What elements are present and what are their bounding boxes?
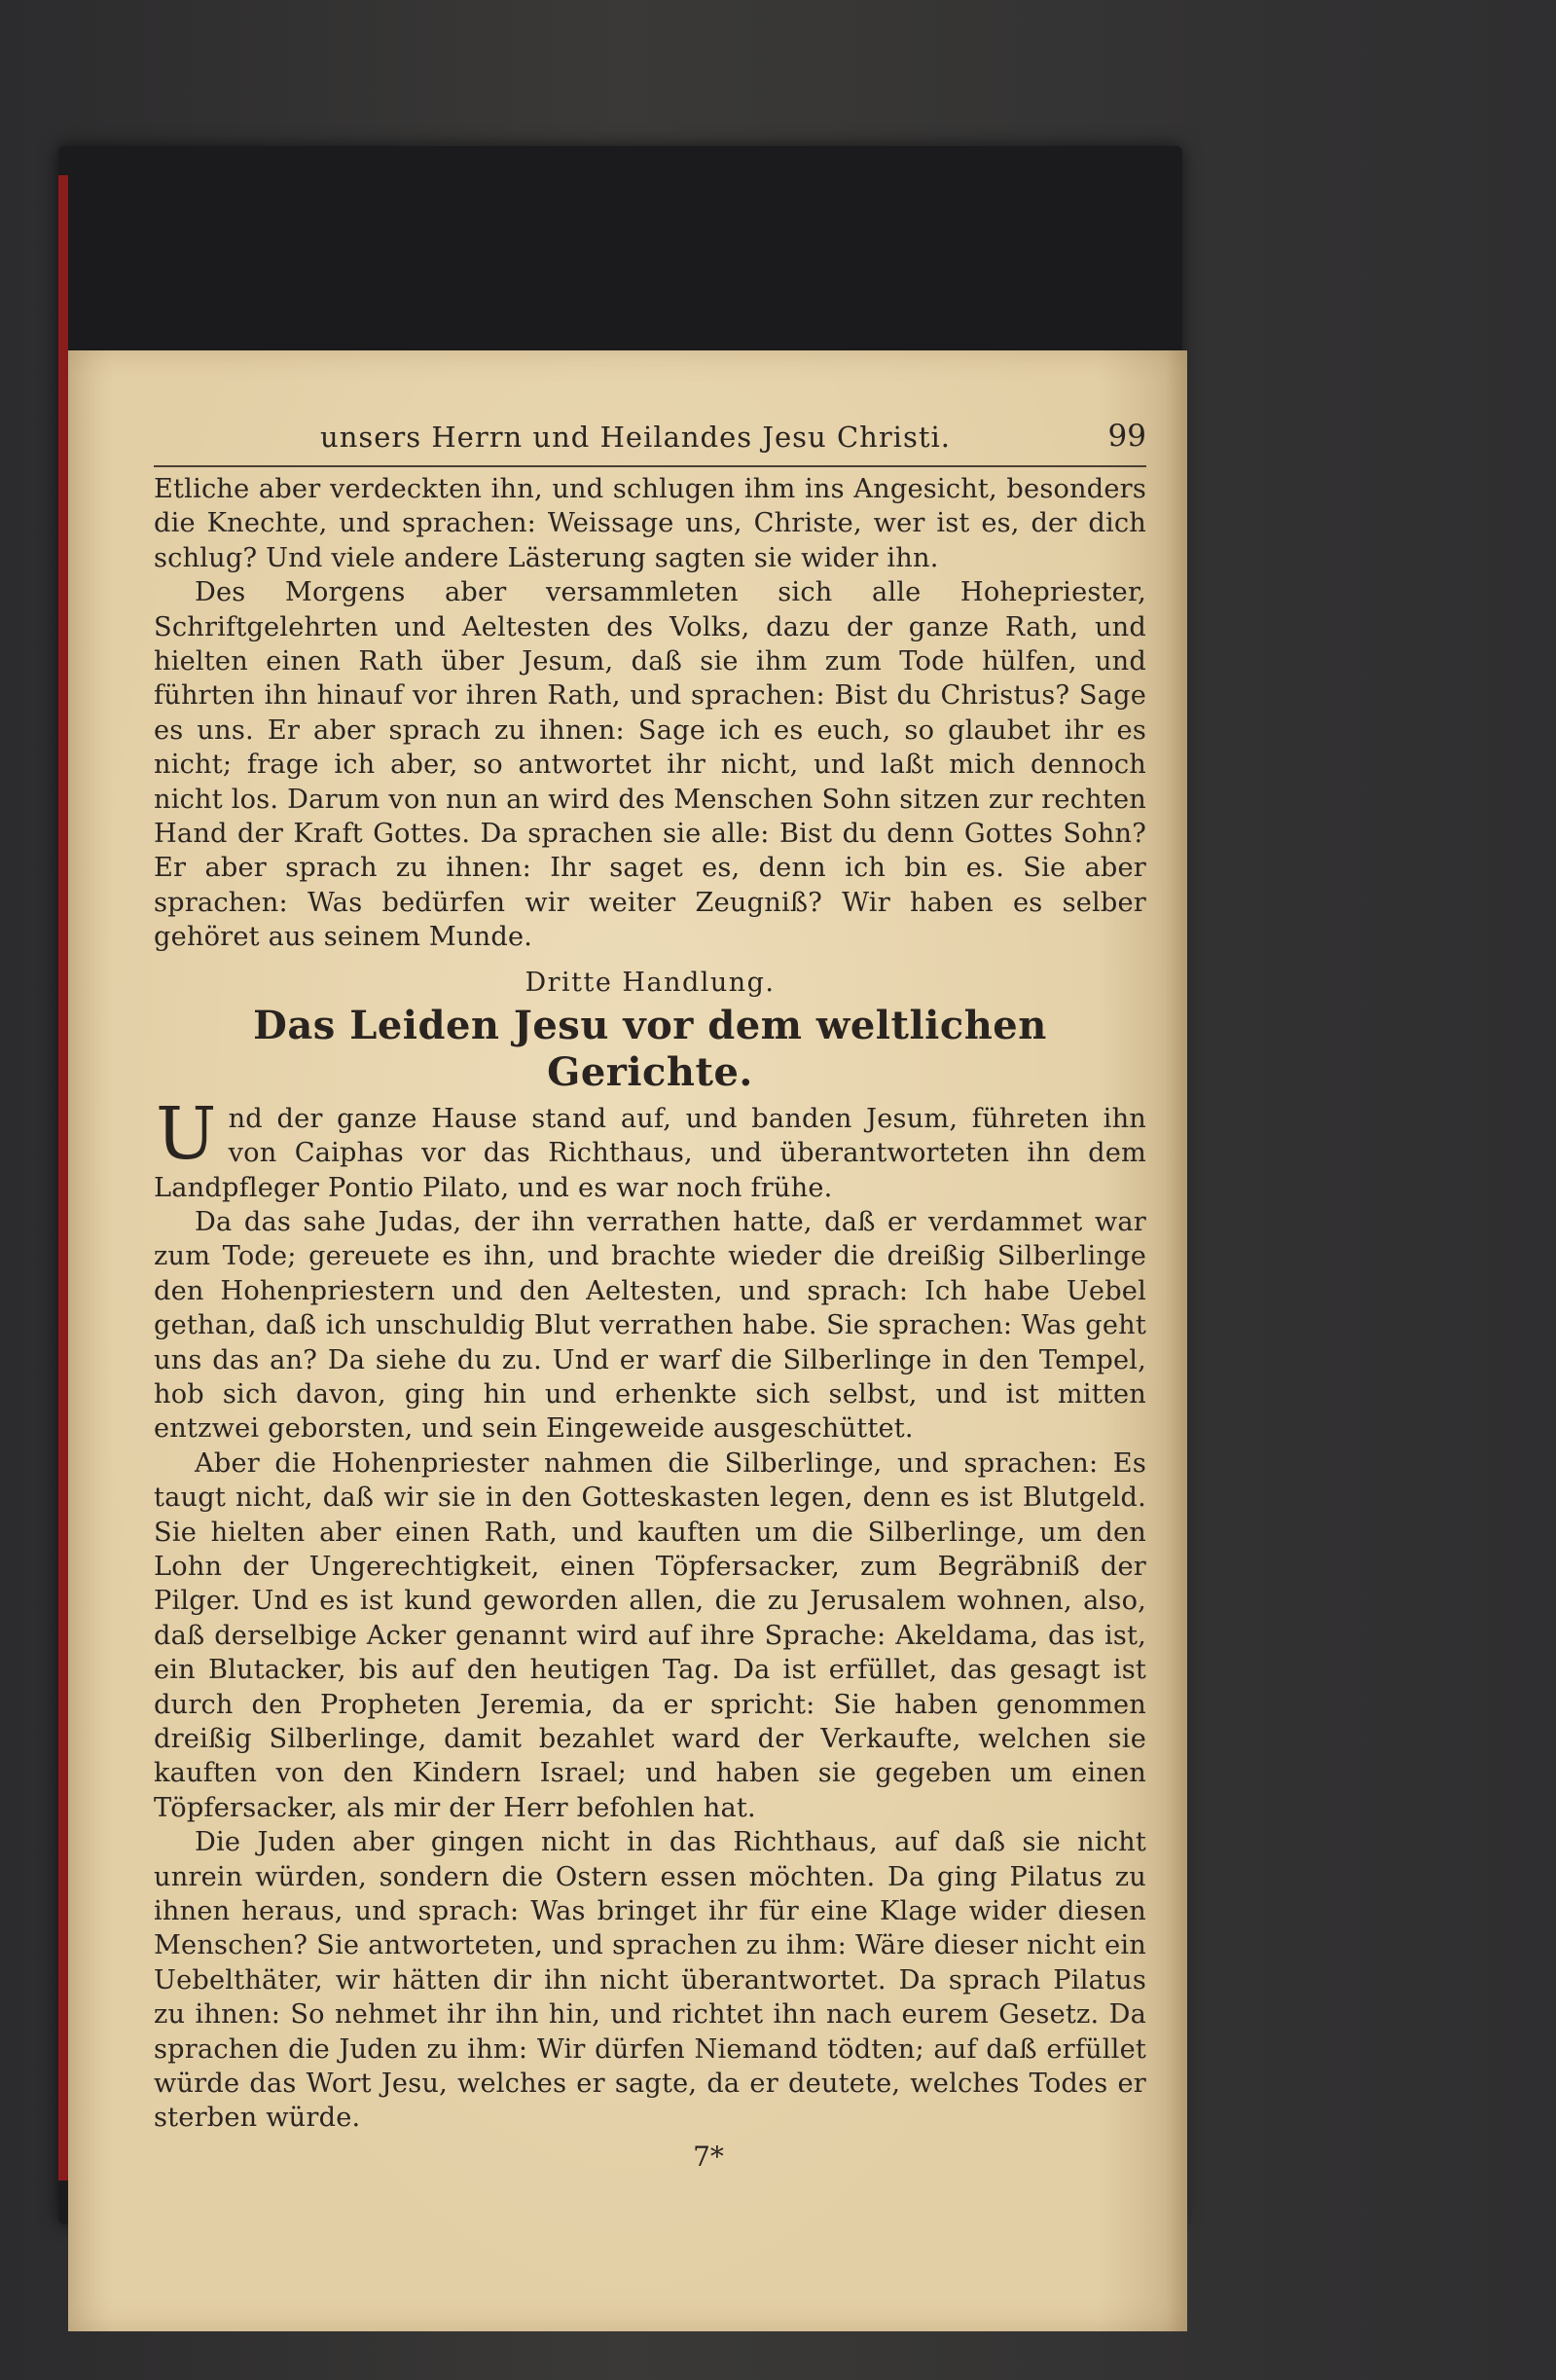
running-head xyxy=(154,419,1146,461)
page-edge-shadow xyxy=(1166,350,1187,2331)
paragraph: Etliche aber verdeckten ihn, und schlugen ihm ins Angesicht, besonders die Knechte, und sprachen: Weissage uns, Christe, wer ist es, der dich schlug? Und viele andere Lästerung sagten sie wider ihn. xyxy=(154,474,1146,573)
dropcap-letter: U xyxy=(156,1091,217,1176)
binding-edge xyxy=(58,175,68,2180)
section-title: Das Leiden Jesu vor dem weltlichen Gerichte. xyxy=(253,1002,1047,1095)
paragraph: Da das sahe Judas, der ihn verrathen hatte, daß er verdammet war zum Tode; gereuete es ihn, und brachte wieder die dreißig Silberlinge den Hohenpriestern und den Aeltesten, und sprach: Ich habe Uebel gethan, daß ich unschuldig Blut verrathen habe. Sie sprachen: Was geht uns das an? Da siehe du zu. Und er warf die Silberlinge in den Tempel, hob sich davon, ging hin und erhenkte sich selbst, und ist mitten entzwei geborsten, und sein Eingeweide ausgeschüttet. xyxy=(154,1206,1146,1445)
paragraph: Die Juden aber gingen nicht in das Richthaus, auf daß sie nicht unrein würden, sondern die Ostern essen möchten. Da ging Pilatus zu ihnen heraus, und sprach: Was bringet ihr für eine Klage wider diesen Menschen? Sie antworteten, und sprachen zu ihm: Wäre dieser nicht ein Uebelthäter, wir hätten dir ihn nicht überantwortet. Da sprach Pilatus zu ihnen: So nehmet ihr ihn hin, und richtet ihn nach eurem Gesetz. Da sprachen die Juden zu ihm: Wir dürfen Niemand tödten; auf daß erfüllet würde das Wort Jesu, welches er sagte, da er deutete, welches Todes er sterben würde. xyxy=(154,1827,1146,2134)
body-text xyxy=(154,472,1146,2175)
running-title: unsers Herrn und Heilandes Jesu Christi. xyxy=(320,421,951,454)
paragraph: Aber die Hohenpriester nahmen die Silberlinge, und sprachen: Es taugt nicht, daß wir sie in den Gotteskasten legen, denn es ist Blutgeld. Sie hielten aber einen Rath, und kauften um die Silberlinge, um den Lohn der Ungerechtigkeit, einen Töpfersacker, zum Begräbniß der Pilger. Und es ist kund geworden allen, die zu Jerusalem wohnen, also, daß derselbige Acker genannt wird auf ihre Sprache: Akeldama, das ist, ein Blutacker, bis auf den heutigen Tag. Da ist erfüllet, das gesagt ist durch den Propheten Jeremia, da er spricht: Sie haben genommen dreißig Silberlinge, damit bezahlet ward der Verkaufte, welchen sie kauften von den Kindern Israel; und haben sie gegeben um einen Töpfersacker, als mir der Herr befohlen hat. xyxy=(154,1447,1146,1823)
paragraph: Des Morgens aber versammleten sich alle Hohepriester, Schriftgelehrten und Aeltesten des Volks, dazu der ganze Rath, und hielten einen Rath über Jesum, daß sie ihm zum Tode hülfen, und führten ihn hinauf vor ihren Rath, und sprachen: Bist du Christus? Sage es uns. Er aber sprach zu ihnen: Sage ich es euch, so glaubet ihr es nicht; frage ich aber, so antwortet ihr nicht, und laßt mich dennoch nicht los. Darum von nun an wird des Menschen Sohn sitzen zur rechten Hand der Kraft Gottes. Da sprachen sie alle: Bist du denn Gottes Sohn? Er aber sprach zu ihnen: Ihr saget es, denn ich bin es. Sie aber sprachen: Was bedürfen wir weiter Zeugniß? Wir haben es selber gehöret aus seinem Munde. xyxy=(154,577,1146,953)
header-rule xyxy=(154,465,1146,467)
book-page xyxy=(68,350,1187,2331)
page-number: 99 xyxy=(1107,419,1146,454)
signature-mark: 7* xyxy=(693,2140,724,2173)
paragraph-with-dropcap xyxy=(154,1091,1146,1205)
section-subtitle: Dritte Handlung. xyxy=(525,967,776,998)
book-cover xyxy=(58,146,1182,2224)
paragraph-text: nd der ganze Hause stand auf, und banden Jesum, führeten ihn von Caiphas vor das Richthaus, und überantworteten ihn dem Landpfleger Pontio Pilato, und es war noch frühe. xyxy=(154,1103,1146,1203)
